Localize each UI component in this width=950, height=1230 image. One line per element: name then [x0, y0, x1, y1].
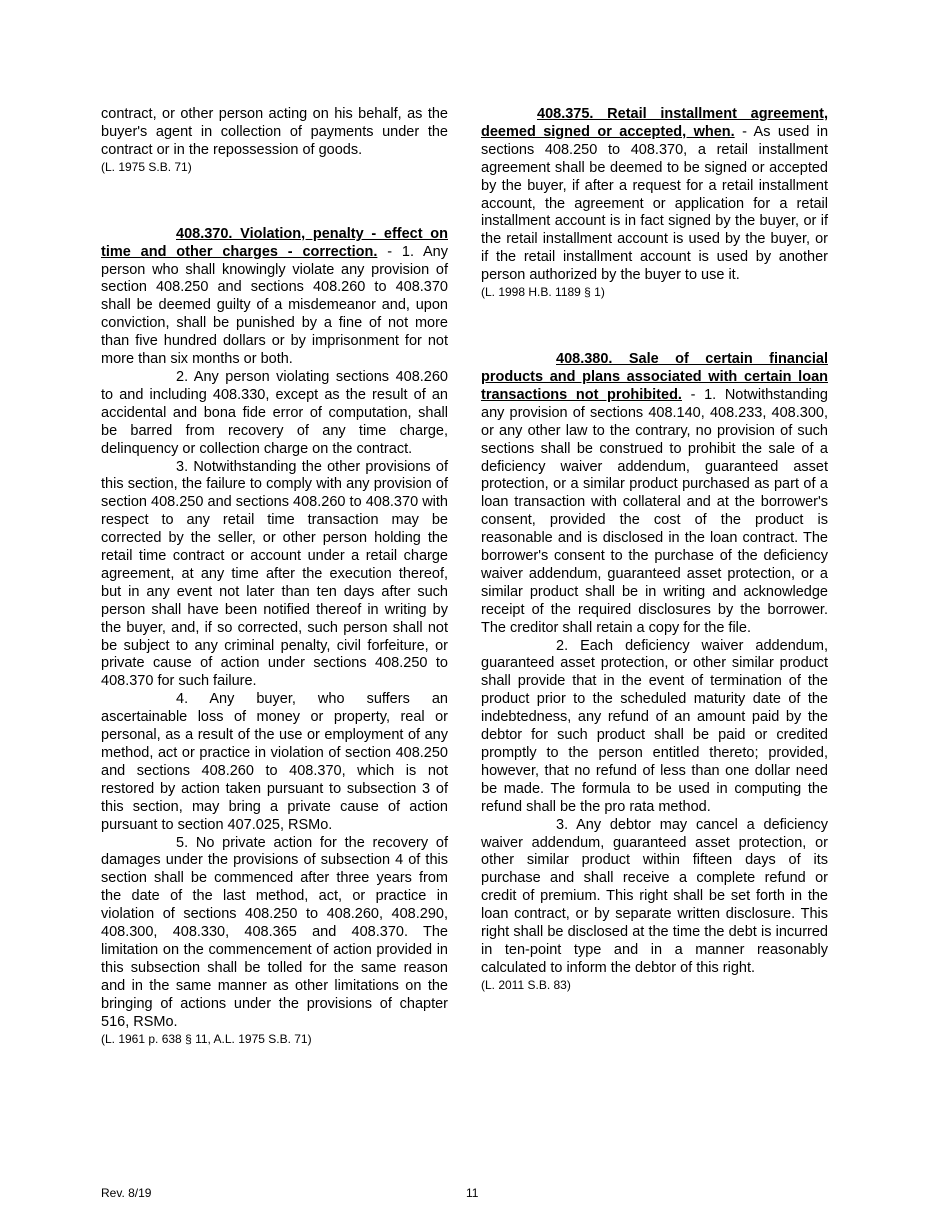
section-408-375-para-1 — [481, 106, 828, 285]
continuation-history: (L. 1975 S.B. 71) — [101, 159, 192, 174]
section-408-370-para-1 — [101, 226, 448, 369]
section-408-370-text-1: - 1. Any person who shall knowingly violate any provision of section 408.250 and sections 408.260 to 408.370 shall be deemed guilty of a misdemeanor and, upon conviction, shall be punished by a fine of not more than five hundred dollars or by imprisonment for not more than six months or both. — [101, 243, 448, 368]
section-408-380-para-2: 2. Each deficiency waiver addendum, guaranteed asset protection, or other similar product shall provide that in the event of termination of the product prior to the scheduled maturity date of the indebtedness, any refund of an amount paid by the debtor for such product shall be paid or credited promptly to the person entitled thereto; provided, however, that no refund of less than one dollar need be made. The formula to be used in computing the refund shall be the pro rata method. — [481, 637, 828, 815]
page-number: 11 — [466, 1186, 479, 1200]
section-408-375-text-1: - As used in sections 408.250 to 408.370, a retail installment agreement shall be deemed to be signed or accepted by the buyer, if after a request for a retail installment account, the agreement or application for a retail installment account is in fact signed by the buyer, or if the retail installment account is used by the buyer, or if the retail installment account is used by another person authorized by the buyer to use it. — [481, 123, 829, 284]
section-408-380-heading: 408.380. Sale of certain financial products and plans associated with certain loan transactions not prohibited. — [481, 351, 828, 403]
footer-revision: Rev. 8/19 — [101, 1186, 152, 1200]
right-column — [481, 106, 828, 992]
section-408-370-para-5: 5. No private action for the recovery of damages under the provisions of subsection 4 of this section shall be commenced after three years from the date of the last method, act, or practice in violation of sections 408.250 to 408.260, 408.290, 408.300, 408.330, 408.365 and 408.370. The limitation on the commencement of action provided in this subsection shall be tolled for the same reason and in the same manner as other limitations on the bringing of actions under the provisions of chapter 516, RSMo. — [101, 834, 448, 1030]
section-408-370-heading: 408.370. Violation, penalty - effect on time and other charges - correction. — [101, 225, 448, 260]
section-408-380-text-1: - 1. Notwithstanding any provision of sections 408.140, 408.233, 408.300, or any other law to the contrary, no provision of such sections shall be construed to prohibit the sale of a deficiency waiver addendum, guaranteed asset protection, or a similar product purchased as part of a loan transaction with collateral and at the borrower's consent, provided the cost of the product is reasonable and is disclosed in the loan contract. The borrower's consent to the purchase of the deficiency waiver addendum, guaranteed asset protection, or a similar product shall be in writing and acknowledge receipt of the required disclosures by the borrower. The creditor shall retain a copy for the file. — [481, 386, 828, 636]
left-column — [101, 106, 448, 1046]
section-408-380-para-1 — [481, 351, 828, 638]
continuation-text: contract, or other person acting on his behalf, as the buyer's agent in collection of payments under the contract or in the repossession of goods. — [101, 106, 448, 158]
section-408-375-heading: 408.375. Retail installment agreement, deemed signed or accepted, when. — [481, 106, 828, 140]
section-408-370-para-4: 4. Any buyer, who suffers an ascertainable loss of money or property, real or personal, as a result of the use or employment of any method, act or practice in violation of section 408.250 and sections 408.260 to 408.370, which is not restored by action taken pursuant to subsection 3 of this section, may bring a private cause of action pursuant to section 407.025, RSMo. — [101, 691, 448, 833]
section-408-380-history: (L. 2011 S.B. 83) — [481, 977, 571, 992]
section-408-370-para-3: 3. Notwithstanding the other provisions of this section, the failure to comply with any provision of section 408.250 and sections 408.260 to 408.370 with respect to any retail time transaction may be corrected by the seller, or other person holding the retail time contract or account under a retail charge agreement, at any time after the execution thereof, but in any event not later than ten days after such person shall have been notified thereof in writing by the buyer, and, if so corrected, such person shall not be subject to any criminal penalty, civil forfeiture, or private cause of action under sections 408.250 to 408.370 for such failure. — [101, 458, 448, 690]
section-408-380-para-3: 3. Any debtor may cancel a deficiency waiver addendum, guaranteed asset protection, or other similar product within fifteen days of its purchase and shall receive a complete refund or credit of premium. This right shall be set forth in the loan contract, or by separate written disclosure. This right shall be disclosed at the time the debt is incurred in ten-point type and in a manner reasonably calculated to inform the debtor of this right. — [481, 816, 828, 976]
section-408-375-history: (L. 1998 H.B. 1189 § 1) — [481, 285, 605, 300]
section-408-370-para-2: 2. Any person violating sections 408.260 to and including 408.330, except as the result of an accidental and bona fide error of computation, shall be barred from recovery of any time charge, delinquency or collection charge on the contract. — [101, 368, 448, 457]
section-408-370-history: (L. 1961 p. 638 § 11, A.L. 1975 S.B. 71) — [101, 1031, 312, 1046]
